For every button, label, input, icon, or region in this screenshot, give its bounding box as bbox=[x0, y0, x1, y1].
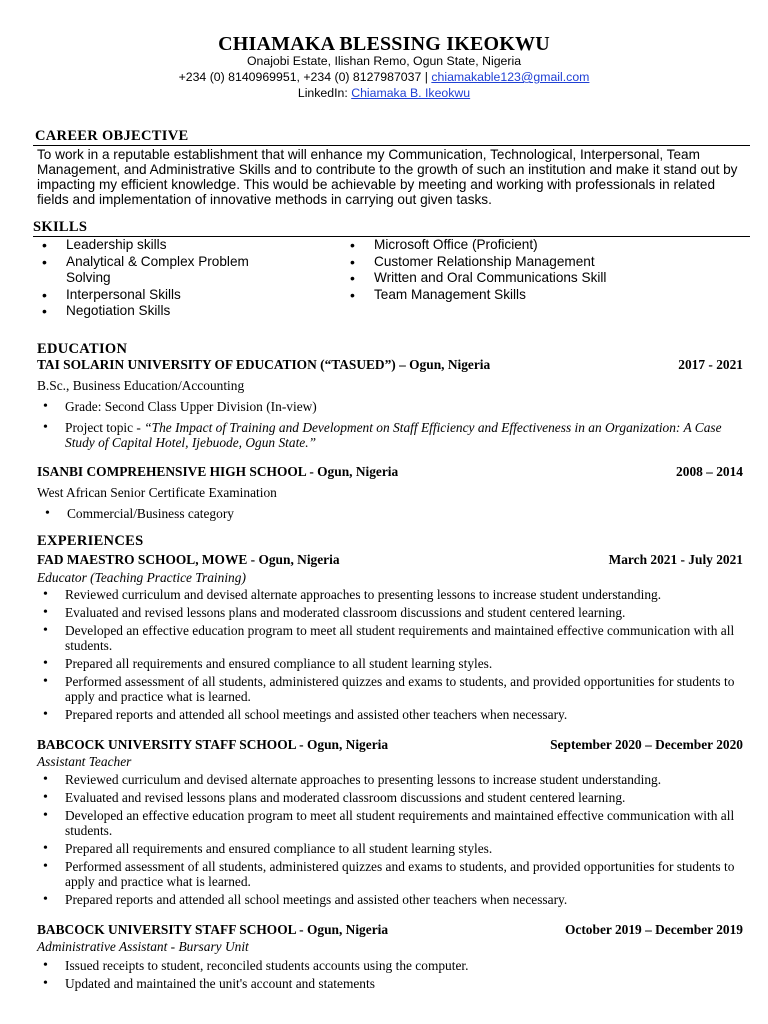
job-header bbox=[37, 922, 743, 937]
education-heading: EDUCATION bbox=[37, 341, 128, 357]
list-item: • Microsoft Office (Proficient) bbox=[343, 237, 723, 254]
job-dates: March 2021 - July 2021 bbox=[608, 552, 743, 567]
candidate-name: CHIAMAKA BLESSING IKEOKWU bbox=[218, 33, 550, 55]
job-role: Administrative Assistant - Bursary Unit bbox=[37, 939, 249, 954]
list-item: • Customer Relationship Management bbox=[343, 254, 723, 271]
employer: FAD MAESTRO SCHOOL, MOWE - Ogun, Nigeria bbox=[37, 552, 340, 567]
career-objective-heading: CAREER OBJECTIVE bbox=[35, 128, 189, 144]
career-objective-text: To work in a reputable establishment that will enhance my Communication, Technological, Interpersonal, Team Management, and Administrative Skills and to contribute to the growth of such an institution and make it stand out by impacting my efficient knowledge. This would be achievable by meeting and working with professionals in related fields and implementation of innovative methods in carrying out given tasks. bbox=[37, 147, 738, 207]
project-label: Project topic - bbox=[65, 420, 145, 435]
list-item: • Written and Oral Communications Skill bbox=[343, 270, 723, 287]
linkedin-link[interactable]: Chiamaka B. Ikeokwu bbox=[351, 86, 471, 100]
list-item: • Evaluated and revised lessons plans and moderated classroom discussions and student centered learning. bbox=[37, 605, 749, 620]
education-dates: 2008 – 2014 bbox=[676, 464, 743, 479]
education-details bbox=[35, 399, 745, 450]
list-item: • Leadership skills bbox=[35, 237, 276, 254]
list-item: • Reviewed curriculum and devised alternate approaches to presenting lessons to increase student understanding. bbox=[37, 772, 749, 787]
job-duties bbox=[37, 587, 749, 725]
project-title: “The Impact of Training and Development on Staff Efficiency and Effectiveness in an Organization: A Case Study of Capital Hotel, Ijebuode, Ogun State.” bbox=[65, 420, 722, 450]
education-entry-header bbox=[37, 464, 743, 479]
list-item: • Prepared reports and attended all school meetings and assisted other teachers when necessary. bbox=[37, 707, 749, 722]
education-entry-header bbox=[37, 357, 743, 372]
experiences-heading: EXPERIENCES bbox=[37, 533, 144, 549]
list-item: • Prepared all requirements and ensured compliance to all student learning styles. bbox=[37, 656, 749, 671]
job-dates: October 2019 – December 2019 bbox=[564, 922, 743, 937]
list-item: • Negotiation Skills bbox=[35, 303, 335, 320]
email-link[interactable]: chiamakable123@gmail.com bbox=[431, 70, 590, 84]
job-dates: September 2020 – December 2020 bbox=[550, 737, 743, 752]
list-item: • Evaluated and revised lessons plans and moderated classroom discussions and student centered learning. bbox=[37, 790, 749, 805]
list-item: • Developed an effective education program to meet all student requirements and maintained effective communication with all students. bbox=[37, 808, 749, 838]
list-item bbox=[35, 420, 745, 450]
job-duties bbox=[37, 772, 749, 910]
list-item: • Performed assessment of all students, administered quizzes and exams to students, and provided opportunities for students to apply and practice what is learned. bbox=[37, 859, 749, 889]
job-header bbox=[37, 552, 743, 567]
job-header bbox=[37, 737, 743, 752]
list-item: • Interpersonal Skills bbox=[35, 287, 335, 304]
list-item: • Prepared all requirements and ensured compliance to all student learning styles. bbox=[37, 841, 749, 856]
job-role: Assistant Teacher bbox=[37, 754, 132, 769]
job-duties bbox=[37, 958, 749, 994]
skills-list-left bbox=[35, 237, 335, 320]
linkedin-label: LinkedIn: bbox=[297, 86, 352, 100]
list-item: • Developed an effective education program to meet all student requirements and maintained effective communication with all students. bbox=[37, 623, 749, 653]
section-divider bbox=[33, 145, 750, 146]
address: Onajobi Estate, Ilishan Remo, Ogun State, Nigeria bbox=[246, 54, 522, 68]
skills-list-right bbox=[343, 237, 723, 303]
phone-numbers: +234 (0) 8140969951, +234 (0) 8127987037 | bbox=[178, 70, 432, 84]
list-item: • Performed assessment of all students, administered quizzes and exams to students, and provided opportunities for students to apply and practice what is learned. bbox=[37, 674, 749, 704]
contact-line bbox=[0, 70, 768, 85]
list-item: • Issued receipts to student, reconciled students accounts using the computer. bbox=[37, 958, 749, 973]
education-dates: 2017 - 2021 bbox=[678, 357, 743, 372]
degree: B.Sc., Business Education/Accounting bbox=[37, 378, 245, 393]
job-role: Educator (Teaching Practice Training) bbox=[37, 570, 246, 585]
degree: West African Senior Certificate Examination bbox=[37, 485, 277, 500]
list-item: • Updated and maintained the unit's account and statements bbox=[37, 976, 749, 991]
linkedin-line bbox=[0, 86, 768, 101]
list-item: • Grade: Second Class Upper Division (In-view) bbox=[35, 399, 745, 414]
list-item: • Team Management Skills bbox=[343, 287, 723, 304]
skills-heading: SKILLS bbox=[33, 219, 88, 235]
list-item: • Reviewed curriculum and devised alternate approaches to presenting lessons to increase student understanding. bbox=[37, 587, 749, 602]
employer: BABCOCK UNIVERSITY STAFF SCHOOL - Ogun, Nigeria bbox=[37, 737, 389, 752]
list-item: • Commercial/Business category bbox=[37, 506, 737, 521]
list-item: • Analytical & Complex Problem Solving bbox=[35, 254, 276, 287]
school-name: ISANBI COMPREHENSIVE HIGH SCHOOL - Ogun, Nigeria bbox=[37, 464, 399, 479]
school-name: TAI SOLARIN UNIVERSITY OF EDUCATION (“TASUED”) – Ogun, Nigeria bbox=[37, 357, 491, 372]
employer: BABCOCK UNIVERSITY STAFF SCHOOL - Ogun, Nigeria bbox=[37, 922, 389, 937]
education-details bbox=[37, 506, 737, 521]
list-item: • Prepared reports and attended all school meetings and assisted other teachers when necessary. bbox=[37, 892, 749, 907]
